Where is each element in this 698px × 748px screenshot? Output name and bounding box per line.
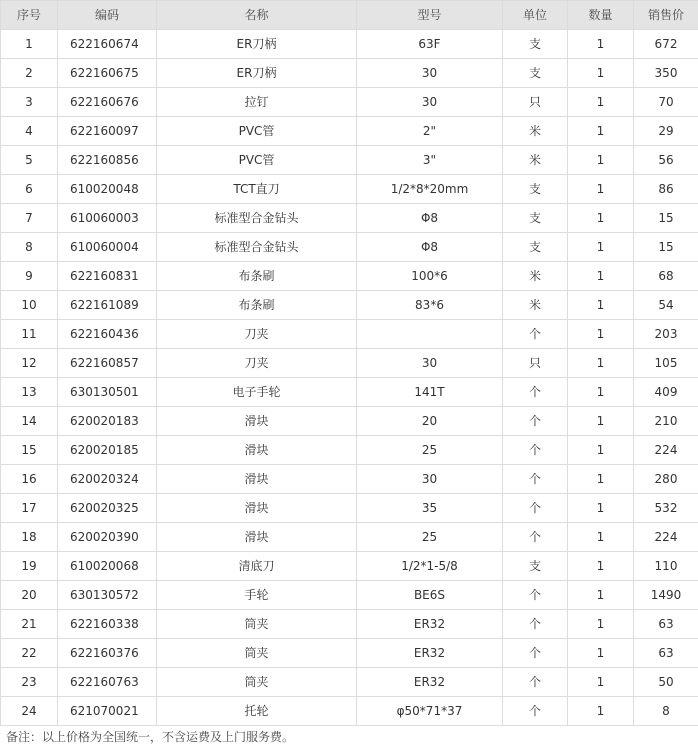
cell-index: 4 [1,117,58,146]
cell-unit: 个 [503,494,568,523]
header-model: 型号 [357,1,503,30]
cell-name: 筒夹 [157,668,357,697]
cell-quantity: 1 [568,697,634,726]
cell-price: 8 [634,697,698,726]
cell-quantity: 1 [568,639,634,668]
cell-name: 电子手轮 [157,378,357,407]
table-row [1,668,698,697]
header-name: 名称 [157,1,357,30]
cell-code: 620020185 [58,436,157,465]
cell-price: 224 [634,523,698,552]
cell-index: 5 [1,146,58,175]
cell-price: 29 [634,117,698,146]
cell-quantity: 1 [568,610,634,639]
cell-quantity: 1 [568,204,634,233]
cell-index: 9 [1,262,58,291]
cell-model [357,320,503,349]
table-row [1,523,698,552]
cell-model: Φ8 [357,204,503,233]
cell-name: 布条刷 [157,262,357,291]
cell-index: 17 [1,494,58,523]
cell-name: 拉钉 [157,88,357,117]
cell-name: TCT直刀 [157,175,357,204]
cell-code: 610060003 [58,204,157,233]
cell-quantity: 1 [568,233,634,262]
cell-index: 15 [1,436,58,465]
table-row [1,610,698,639]
cell-quantity: 1 [568,523,634,552]
table-row [1,465,698,494]
table-row [1,117,698,146]
cell-code: 622160857 [58,349,157,378]
cell-unit: 个 [503,581,568,610]
table-row [1,407,698,436]
cell-unit: 个 [503,523,568,552]
cell-quantity: 1 [568,494,634,523]
cell-unit: 个 [503,465,568,494]
cell-index: 20 [1,581,58,610]
cell-unit: 个 [503,436,568,465]
cell-code: 622160856 [58,146,157,175]
cell-model: φ50*71*37 [357,697,503,726]
cell-code: 610020048 [58,175,157,204]
table-row [1,436,698,465]
cell-index: 12 [1,349,58,378]
cell-code: 622160436 [58,320,157,349]
cell-model: ER32 [357,610,503,639]
cell-quantity: 1 [568,378,634,407]
cell-code: 620020324 [58,465,157,494]
cell-unit: 支 [503,233,568,262]
cell-quantity: 1 [568,465,634,494]
cell-price: 203 [634,320,698,349]
cell-quantity: 1 [568,146,634,175]
cell-price: 63 [634,639,698,668]
cell-name: ER刀柄 [157,59,357,88]
cell-unit: 米 [503,262,568,291]
footnote: 备注：以上价格为全国统一，不含运费及上门服务费。 [6,730,295,744]
cell-unit: 支 [503,204,568,233]
table-row [1,30,698,59]
table-row [1,697,698,726]
cell-code: 622160376 [58,639,157,668]
cell-index: 8 [1,233,58,262]
cell-code: 630130572 [58,581,157,610]
header-code: 编码 [58,1,157,30]
table-row [1,639,698,668]
cell-index: 2 [1,59,58,88]
table-row [1,204,698,233]
cell-unit: 米 [503,117,568,146]
cell-model: 30 [357,59,503,88]
cell-index: 3 [1,88,58,117]
cell-index: 14 [1,407,58,436]
header-index: 序号 [1,1,58,30]
cell-price: 68 [634,262,698,291]
cell-index: 18 [1,523,58,552]
cell-name: 滑块 [157,436,357,465]
cell-name: 标准型合金钻头 [157,204,357,233]
cell-unit: 米 [503,146,568,175]
cell-unit: 只 [503,88,568,117]
cell-price: 532 [634,494,698,523]
cell-index: 10 [1,291,58,320]
cell-index: 16 [1,465,58,494]
cell-code: 621070021 [58,697,157,726]
cell-quantity: 1 [568,552,634,581]
cell-name: 托轮 [157,697,357,726]
cell-model: 100*6 [357,262,503,291]
cell-price: 110 [634,552,698,581]
cell-model: 35 [357,494,503,523]
cell-name: ER刀柄 [157,30,357,59]
cell-price: 50 [634,668,698,697]
table-body [1,30,698,726]
cell-name: 标准型合金钻头 [157,233,357,262]
cell-index: 21 [1,610,58,639]
cell-index: 24 [1,697,58,726]
cell-unit: 支 [503,175,568,204]
cell-model: 25 [357,436,503,465]
cell-model: 20 [357,407,503,436]
cell-code: 622160675 [58,59,157,88]
cell-unit: 支 [503,30,568,59]
table-row [1,349,698,378]
cell-model: 63F [357,30,503,59]
cell-model: 30 [357,88,503,117]
cell-unit: 支 [503,59,568,88]
cell-name: 清底刀 [157,552,357,581]
cell-quantity: 1 [568,175,634,204]
cell-price: 409 [634,378,698,407]
cell-code: 622160338 [58,610,157,639]
table-row [1,320,698,349]
cell-model: Φ8 [357,233,503,262]
cell-price: 224 [634,436,698,465]
cell-code: 622161089 [58,291,157,320]
cell-quantity: 1 [568,581,634,610]
cell-unit: 只 [503,349,568,378]
cell-code: 610060004 [58,233,157,262]
cell-model: ER32 [357,668,503,697]
cell-code: 622160674 [58,30,157,59]
cell-unit: 个 [503,610,568,639]
cell-name: 手轮 [157,581,357,610]
cell-code: 622160676 [58,88,157,117]
cell-model: 83*6 [357,291,503,320]
cell-price: 105 [634,349,698,378]
cell-quantity: 1 [568,30,634,59]
cell-price: 1490 [634,581,698,610]
cell-name: 布条刷 [157,291,357,320]
cell-model: 1/2*8*20mm [357,175,503,204]
cell-price: 56 [634,146,698,175]
cell-code: 622160763 [58,668,157,697]
cell-code: 622160097 [58,117,157,146]
cell-model: 1/2*1-5/8 [357,552,503,581]
table-row [1,233,698,262]
cell-price: 210 [634,407,698,436]
cell-code: 620020183 [58,407,157,436]
cell-quantity: 1 [568,291,634,320]
cell-quantity: 1 [568,436,634,465]
cell-quantity: 1 [568,59,634,88]
cell-index: 11 [1,320,58,349]
cell-code: 610020068 [58,552,157,581]
cell-model: BE6S [357,581,503,610]
cell-price: 672 [634,30,698,59]
table-row [1,291,698,320]
header-unit: 单位 [503,1,568,30]
cell-index: 6 [1,175,58,204]
table-row [1,581,698,610]
cell-name: PVC管 [157,117,357,146]
cell-unit: 个 [503,407,568,436]
cell-model: 3" [357,146,503,175]
cell-price: 350 [634,59,698,88]
table-row [1,59,698,88]
cell-unit: 米 [503,291,568,320]
cell-index: 19 [1,552,58,581]
cell-index: 1 [1,30,58,59]
cell-name: 滑块 [157,494,357,523]
table-row [1,88,698,117]
table-row [1,494,698,523]
cell-quantity: 1 [568,668,634,697]
cell-model: 2" [357,117,503,146]
cell-price: 15 [634,233,698,262]
cell-quantity: 1 [568,407,634,436]
cell-unit: 个 [503,639,568,668]
table-row [1,175,698,204]
header-price: 销售价 [634,1,698,30]
cell-name: 刀夹 [157,349,357,378]
cell-quantity: 1 [568,349,634,378]
cell-price: 63 [634,610,698,639]
cell-code: 630130501 [58,378,157,407]
cell-code: 620020325 [58,494,157,523]
cell-price: 86 [634,175,698,204]
cell-unit: 个 [503,697,568,726]
cell-model: 30 [357,349,503,378]
table-row [1,262,698,291]
cell-index: 13 [1,378,58,407]
cell-quantity: 1 [568,88,634,117]
cell-price: 70 [634,88,698,117]
cell-unit: 支 [503,552,568,581]
cell-code: 620020390 [58,523,157,552]
header-quantity: 数量 [568,1,634,30]
cell-quantity: 1 [568,117,634,146]
table-header-row [1,1,698,30]
cell-index: 7 [1,204,58,233]
cell-index: 23 [1,668,58,697]
cell-model: 141T [357,378,503,407]
cell-quantity: 1 [568,262,634,291]
cell-price: 15 [634,204,698,233]
cell-name: 滑块 [157,523,357,552]
cell-name: 滑块 [157,407,357,436]
cell-code: 622160831 [58,262,157,291]
cell-name: PVC管 [157,146,357,175]
table-row [1,378,698,407]
cell-name: 筒夹 [157,610,357,639]
cell-unit: 个 [503,668,568,697]
cell-unit: 个 [503,320,568,349]
cell-name: 刀夹 [157,320,357,349]
cell-price: 54 [634,291,698,320]
table-row [1,552,698,581]
cell-name: 筒夹 [157,639,357,668]
cell-model: 30 [357,465,503,494]
cell-unit: 个 [503,378,568,407]
table-row [1,146,698,175]
cell-model: 25 [357,523,503,552]
cell-name: 滑块 [157,465,357,494]
cell-index: 22 [1,639,58,668]
cell-quantity: 1 [568,320,634,349]
cell-price: 280 [634,465,698,494]
cell-model: ER32 [357,639,503,668]
